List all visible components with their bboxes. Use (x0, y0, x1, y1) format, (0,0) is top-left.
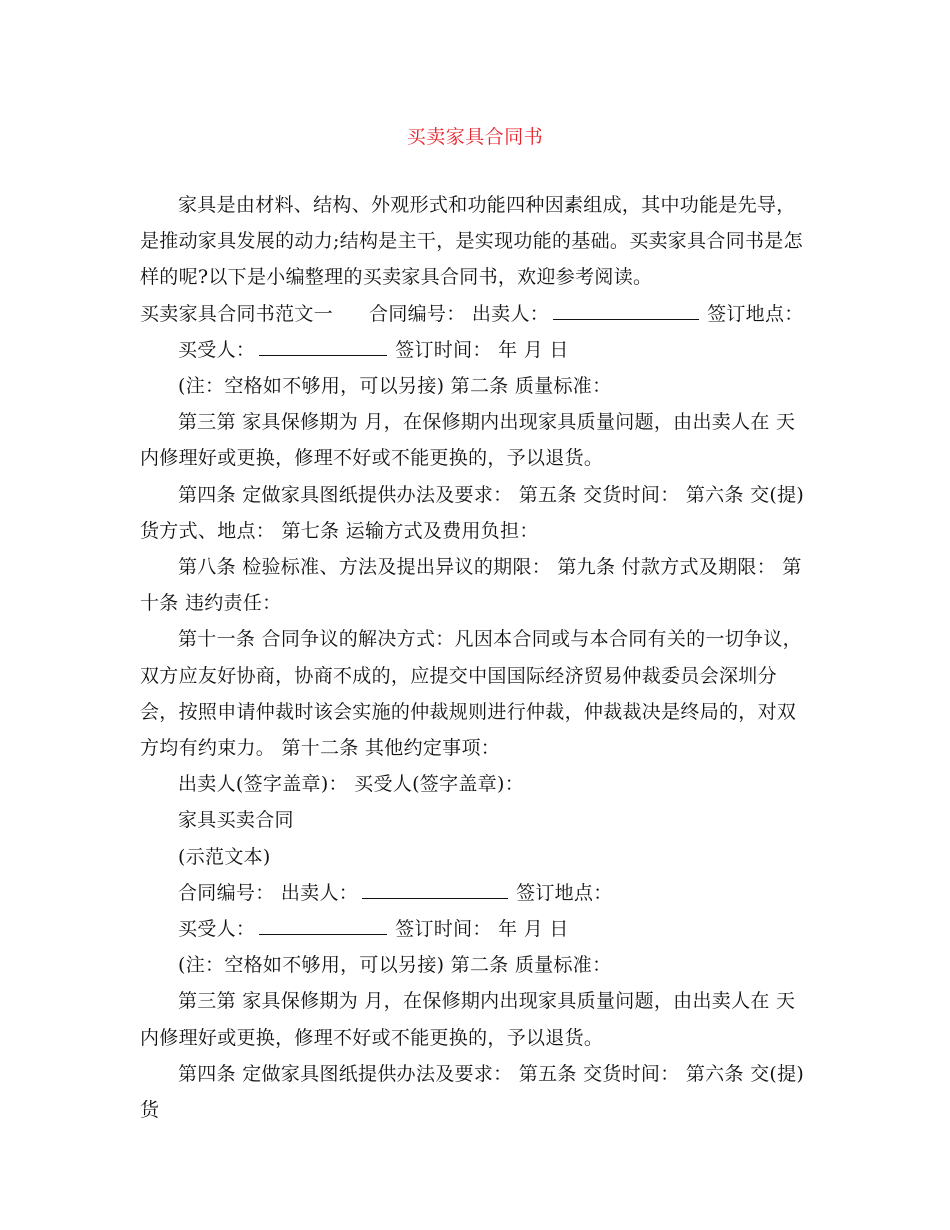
article-8-10: 第八条 检验标准、方法及提出异议的期限： 第九条 付款方式及期限： 第十条 违约责任： (140, 556, 802, 615)
sample2-heading: 家具买卖合同 (178, 809, 294, 832)
article-4-7: 第四条 定做家具图纸提供办法及要求： 第五条 交货时间： 第六条 交(提)货方式、地点： 第七条 运输方式及费用负担： (140, 483, 805, 542)
sample1-header-line (140, 296, 812, 332)
seller-blank (362, 883, 508, 899)
sign-time-label: 签订时间： (395, 338, 492, 361)
sample2-subheading: (示范文本) (178, 845, 271, 868)
sample2-header-line (140, 875, 812, 911)
buyer-blank (259, 919, 387, 935)
sign-place-label: 签订地点： (516, 881, 613, 904)
contract-no-label: 合同编号： (369, 302, 466, 325)
sample2-article-3: 第三第 家具保修期为 月，在保修期内出现家具质量问题，由出卖人在 天内修理好或更换，修理不好或不能更换的，予以退货。 (140, 990, 796, 1049)
intro-paragraph: 家具是由材料、结构、外观形式和功能四种因素组成，其中功能是先导，是推动家具发展的动力;结构是主干，是实现功能的基础。买卖家具合同书是怎样的呢?以下是小编整理的买卖家具合同书，欢迎参考阅读。 (140, 194, 803, 289)
buyer-blank (259, 340, 387, 356)
sample2-buyer-line (140, 911, 812, 947)
signature-line: 出卖人(签字盖章)： 买受人(签字盖章)： (178, 773, 524, 796)
article-11-12: 第十一条 合同争议的解决方式：凡因本合同或与本合同有关的一切争议，双方应友好协商，协商不成的，应提交中国国际经济贸易仲裁委员会深圳分会，按照申请仲裁时该会实施的仲裁规则进行仲裁，仲裁裁决是终局的，对双方均有约束力。 第十二条 其他约定事项： (140, 628, 802, 760)
buyer-line (140, 332, 812, 368)
date-text: 年 月 日 (498, 918, 569, 941)
note-line: (注：空格如不够用，可以另接) 第二条 质量标准： (178, 375, 612, 398)
sample2-article-4: 第四条 定做家具图纸提供办法及要求： 第五条 交货时间： 第六条 交(提)货 (140, 1062, 805, 1122)
contract-no-label: 合同编号： (178, 881, 275, 904)
buyer-label: 买受人： (178, 918, 256, 941)
sign-time-label: 签订时间： (395, 918, 492, 941)
seller-label: 出卖人： (471, 302, 550, 325)
sample2-note-line: (注：空格如不够用，可以另接) 第二条 质量标准： (178, 954, 612, 977)
date-text: 年 月 日 (498, 338, 569, 361)
document-body (140, 187, 812, 1128)
seller-label: 出卖人： (280, 881, 359, 904)
article-3: 第三第 家具保修期为 月，在保修期内出现家具质量问题，由出卖人在 天内修理好或更换，修理不好或不能更换的，予以退货。 (140, 411, 796, 470)
sample1-heading: 买卖家具合同书范文一 (140, 302, 334, 325)
document-title: 买卖家具合同书 (406, 126, 544, 148)
seller-blank (553, 304, 699, 320)
buyer-label: 买受人： (178, 338, 256, 361)
sign-place-label: 签订地点： (707, 302, 804, 325)
